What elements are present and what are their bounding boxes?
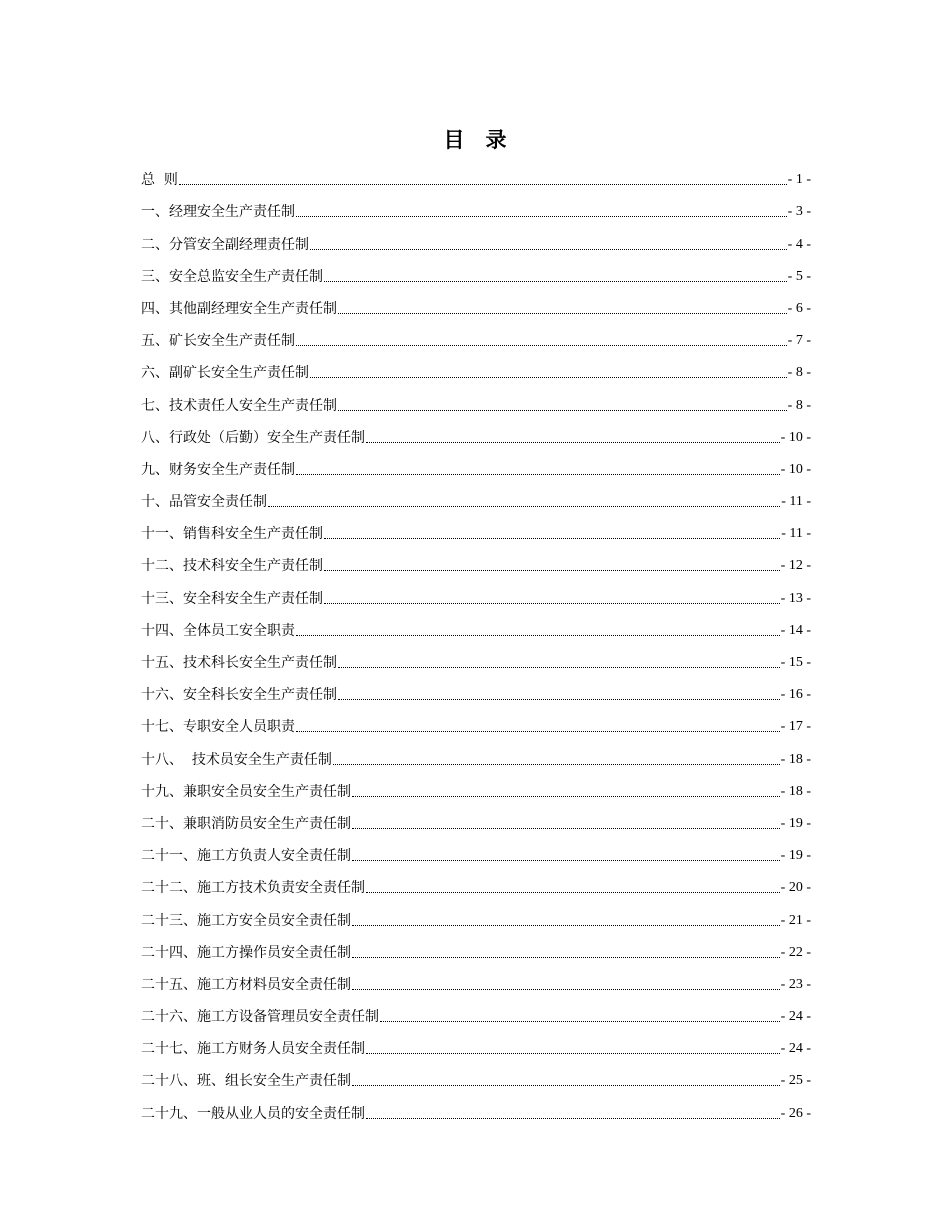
toc-entry[interactable] [141,1093,811,1125]
toc-entry[interactable] [141,804,811,836]
toc-list [141,160,811,1126]
toc-entry-label: 七、技术责任人安全生产责任制 [141,397,337,414]
toc-entry-label: 十六、安全科长安全生产责任制 [141,687,337,704]
toc-dot-leader [366,892,780,893]
toc-entry-page-number: - 24 - [780,1009,811,1025]
toc-entry-label: 五、矿长安全生产责任制 [141,333,295,350]
toc-entry-page-number: - 6 - [787,300,811,316]
toc-entry[interactable] [141,933,811,965]
toc-dot-leader [324,570,780,571]
toc-entry-label: 二十六、施工方设备管理员安全责任制 [141,1009,379,1026]
toc-entry[interactable] [141,224,811,256]
toc-entry-page-number: - 5 - [787,268,811,284]
toc-entry-label: 十一、销售科安全生产责任制 [141,526,323,543]
toc-entry-label: 十八、 技术员安全生产责任制 [141,751,332,768]
toc-entry-label: 四、其他副经理安全生产责任制 [141,300,337,317]
toc-entry-label: 十五、技术科长安全生产责任制 [141,655,337,671]
toc-dot-leader [338,667,780,668]
toc-entry-page-number: - 15 - [780,655,811,670]
toc-entry[interactable] [141,578,811,610]
toc-entry[interactable] [141,450,811,482]
toc-entry-page-number: - 19 - [780,848,811,864]
toc-entry-label: 一、经理安全生产责任制 [141,204,295,221]
toc-entry-label: 总 则 [141,172,178,189]
toc-entry-page-number: - 18 - [780,783,811,799]
toc-dot-leader [352,957,780,958]
toc-entry-page-number: - 16 - [780,687,811,703]
toc-entry-page-number: - 26 - [780,1105,811,1121]
toc-dot-leader [338,410,787,411]
toc-entry[interactable] [141,707,811,739]
toc-entry[interactable] [141,1029,811,1061]
toc-entry-page-number: - 25 - [780,1073,811,1089]
toc-entry[interactable] [141,546,811,578]
toc-entry-label: 二十二、施工方技术负责安全责任制 [141,880,365,897]
toc-entry-page-number: - 18 - [780,751,811,767]
toc-entry-page-number: - 12 - [780,558,811,574]
toc-title: 目 录 [443,127,507,152]
toc-entry-label: 十七、专职安全人员职责 [141,719,295,736]
toc-dot-leader [352,925,780,926]
toc-entry-page-number: - 10 - [780,461,811,477]
toc-entry[interactable] [141,514,811,546]
toc-entry-page-number: - 17 - [780,719,811,735]
toc-entry[interactable] [141,353,811,385]
toc-dot-leader [324,281,787,282]
toc-dot-leader [296,474,780,475]
toc-entry-label: 六、副矿长安全生产责任制 [141,365,309,382]
toc-entry-label: 三、安全总监安全生产责任制 [141,268,323,285]
toc-entry[interactable] [141,836,811,868]
toc-entry[interactable] [141,160,811,192]
toc-entry-page-number: - 23 - [780,976,811,992]
toc-dot-leader [352,1085,780,1086]
toc-dot-leader [310,249,787,250]
toc-dot-leader [352,796,780,797]
toc-entry[interactable] [141,997,811,1029]
toc-entry-page-number: - 11 - [781,494,811,510]
toc-entry-label: 二十三、施工方安全员安全责任制 [141,912,351,929]
toc-entry-label: 二十九、一般从业人员的安全责任制 [141,1105,365,1122]
toc-entry-page-number: - 8 - [787,365,811,381]
toc-entry-page-number: - 3 - [787,204,811,220]
toc-entry[interactable] [141,965,811,997]
toc-entry-page-number: - 8 - [787,397,811,413]
toc-entry-page-number: - 19 - [780,815,811,831]
toc-entry[interactable] [141,611,811,643]
toc-entry[interactable] [141,418,811,450]
toc-entry-label: 二十四、施工方操作员安全责任制 [141,944,351,961]
toc-dot-leader [333,764,780,765]
toc-entry-page-number: - 4 - [787,236,811,252]
toc-entry-label: 十三、安全科安全生产责任制 [141,590,323,607]
toc-entry-page-number: - 13 - [780,590,811,606]
toc-dot-leader [296,635,780,636]
toc-entry-page-number: - 24 - [780,1041,811,1057]
toc-entry[interactable] [141,1061,811,1093]
toc-entry[interactable] [141,321,811,353]
toc-dot-leader [352,989,780,990]
toc-entry-page-number: - 21 - [780,912,811,928]
toc-entry-label: 二十、兼职消防员安全生产责任制 [141,815,351,832]
toc-entry-label: 十二、技术科安全生产责任制 [141,558,323,575]
toc-entry-label: 二十七、施工方财务人员安全责任制 [141,1041,365,1058]
toc-entry[interactable] [141,257,811,289]
toc-dot-leader [324,603,780,604]
toc-entry-label: 二十一、施工方负责人安全责任制 [141,848,351,865]
toc-dot-leader [352,860,780,861]
toc-entry-page-number: - 1 - [787,172,811,188]
toc-entry-page-number: - 14 - [780,622,811,638]
toc-entry-label: 二十五、施工方材料员安全责任制 [141,976,351,993]
toc-entry-page-number: - 20 - [780,880,811,896]
toc-dot-leader [338,313,787,314]
toc-entry-page-number: - 7 - [787,333,811,349]
toc-dot-leader [310,377,787,378]
toc-entry-page-number: - 22 - [780,944,811,960]
toc-dot-leader [338,699,780,700]
toc-entry[interactable] [141,192,811,224]
toc-entry[interactable] [141,482,811,514]
toc-entry[interactable] [141,739,811,771]
toc-dot-leader [352,828,780,829]
toc-entry-label: 九、财务安全生产责任制 [141,461,295,478]
toc-entry-label: 二十八、班、组长安全生产责任制 [141,1073,351,1090]
toc-entry-label: 八、行政处（后勤）安全生产责任制 [141,429,365,446]
toc-entry-page-number: - 11 - [781,526,811,542]
toc-dot-leader [380,1021,780,1022]
toc-entry-label: 十、品管安全责任制 [141,494,267,511]
toc-dot-leader [366,1053,780,1054]
toc-dot-leader [366,442,780,443]
toc-entry-label: 二、分管安全副经理责任制 [141,236,309,253]
toc-entry-label: 十四、全体员工安全职责 [141,622,295,639]
toc-entry-label: 十九、兼职安全员安全生产责任制 [141,783,351,800]
toc-entry[interactable] [141,385,811,417]
toc-entry[interactable] [141,772,811,804]
toc-dot-leader [324,538,780,539]
toc-dot-leader [268,506,780,507]
toc-entry[interactable] [141,900,811,932]
toc-dot-leader [366,1118,780,1119]
toc-entry[interactable] [141,643,811,675]
toc-dot-leader [296,345,787,346]
toc-dot-leader [179,184,787,185]
toc-dot-leader [296,731,780,732]
toc-entry-page-number: - 10 - [780,429,811,445]
toc-entry[interactable] [141,289,811,321]
toc-entry[interactable] [141,675,811,707]
toc-dot-leader [296,216,787,217]
toc-entry[interactable] [141,868,811,900]
